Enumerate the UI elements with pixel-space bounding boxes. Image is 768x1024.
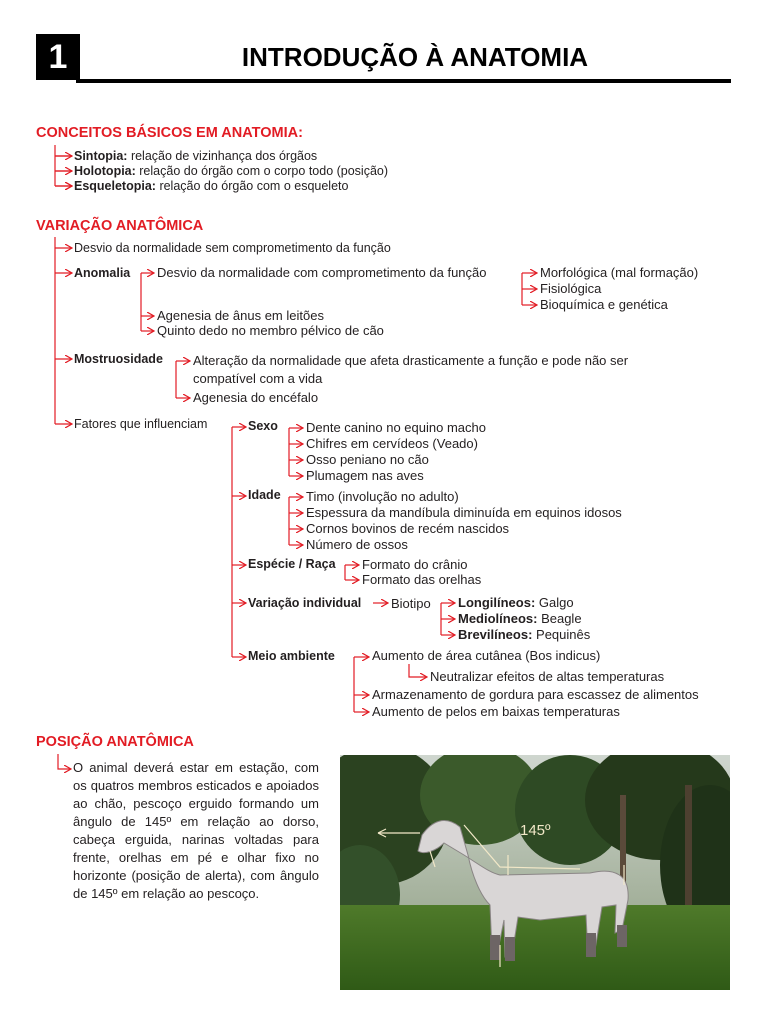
anomalia-example: Quinto dedo no membro pélvico de cão (157, 323, 384, 338)
mostruosidade-example: Agenesia do encéfalo (193, 390, 319, 405)
fator-idade-item: Número de ossos (306, 537, 408, 552)
photo-angle-label: 145º (520, 822, 551, 839)
concept-esqueletopia: Esqueletopia: relação do órgão com o esqueleto (74, 179, 349, 193)
fator-idade-item: Timo (involução no adulto) (306, 489, 459, 504)
biotipo-type: Mediolíneos: Beagle (458, 611, 582, 626)
fator-meio-item: Aumento de área cutânea (Bos indicus) (372, 648, 601, 663)
connector-conceitos (55, 145, 72, 186)
fator-idade-item: Cornos bovinos de recém nascidos (306, 521, 510, 536)
fator-especie-item: Formato do crânio (362, 557, 468, 572)
heading-conceitos: CONCEITOS BÁSICOS EM ANATOMIA: (36, 125, 303, 141)
anomalia-type: Morfológica (mal formação) (540, 265, 699, 280)
fator-sexo-item: Osso peniano no cão (306, 452, 429, 467)
anomalia-type: Bioquímica e genética (540, 297, 668, 312)
biotipo-type: Brevilíneos: Pequinês (458, 627, 591, 642)
mostruosidade-definition-cont: compatível com a vida (193, 371, 323, 386)
fator-sexo-item: Chifres em cervídeos (Veado) (306, 436, 478, 451)
fator-idade-label: Idade (248, 488, 281, 502)
variacao-desvio: Desvio da normalidade sem comprometimento da função (74, 241, 391, 255)
anomalia-type: Fisiológica (540, 281, 602, 296)
fator-sexo-item: Dente canino no equino macho (306, 420, 486, 435)
fator-sexo-label: Sexo (248, 419, 278, 433)
chapter-number: 1 (36, 34, 80, 80)
fator-individual-label: Variação individual (248, 596, 362, 610)
biotipo-label: Biotipo (391, 596, 431, 611)
fator-especie-item: Formato das orelhas (362, 572, 482, 587)
anomalia-definition: Desvio da normalidade com comprometimento da função (157, 265, 487, 280)
concept-sintopia: Sintopia: relação de vizinhança dos órgãos (74, 149, 318, 163)
mostruosidade-label: Mostruosidade (74, 352, 163, 366)
anomalia-example: Agenesia de ânus em leitões (157, 308, 324, 323)
page-title: INTRODUÇÃO À ANATOMIA (241, 42, 589, 72)
fatores-label: Fatores que influenciam (74, 417, 208, 431)
fator-especie-label: Espécie / Raça (248, 557, 336, 571)
fator-idade-item: Espessura da mandíbula diminuída em equinos idosos (306, 505, 622, 520)
connector-posicao (58, 754, 71, 769)
heading-variacao: VARIAÇÃO ANATÔMICA (36, 218, 204, 234)
heading-posicao: POSIÇÃO ANATÔMICA (36, 734, 194, 750)
horse-photo (340, 755, 730, 990)
mostruosidade-definition: Alteração da normalidade que afeta drasticamente a função e pode não ser (193, 353, 629, 368)
anomalia-label: Anomalia (74, 266, 131, 280)
biotipo-type: Longilíneos: Galgo (458, 595, 574, 610)
fator-meio-item: Aumento de pelos em baixas temperaturas (372, 704, 620, 719)
fator-meio-subitem: Neutralizar efeitos de altas temperaturas (430, 669, 665, 684)
fator-meio-label: Meio ambiente (248, 649, 335, 663)
concept-holotopia: Holotopia: relação do órgão com o corpo todo (posição) (74, 164, 389, 178)
horse-anatomical-position-image (340, 755, 730, 990)
posicao-paragraph: O animal deverá estar em estação, com os quatros membros esticados e apoiados ao chão, pescoço erguido formando um ângulo de 145º em relação ao dorso, cabeça erguida, narinas voltadas para frente, orelhas em pé e olhar fixo no horizonte (posição de alerta), com ângulo de 145º em relação ao pescoço. (73, 760, 319, 901)
fator-sexo-item: Plumagem nas aves (306, 468, 424, 483)
fator-meio-item: Armazenamento de gordura para escassez de alimentos (372, 687, 699, 702)
